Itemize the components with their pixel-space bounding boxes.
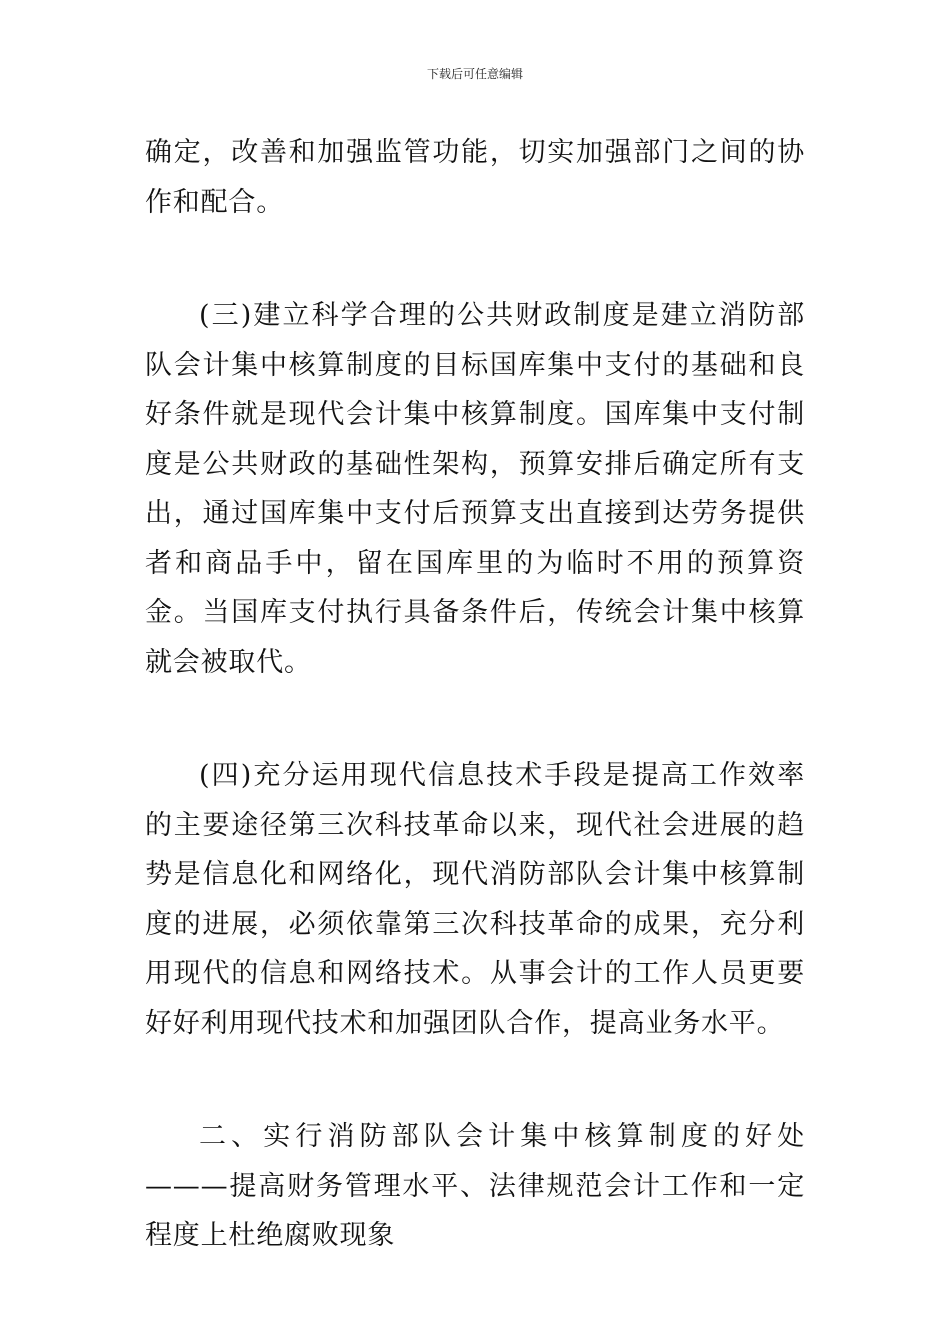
section-heading-2: 二、实行消防部队会计集中核算制度的好处———提高财务管理水平、法律规范会计工作和一定程度上杜绝腐败现象 (145, 1121, 805, 1251)
paragraph-section-4: (四)充分运用现代信息技术手段是提高工作效率的主要途径第三次科技革命以来，现代社会进展的趋势是信息化和网络化，现代消防部队会计集中核算制度的进展，必须依靠第三次科技革命的成果，充分利用现代的信息和网络技术。从事会计的工作人员更要好好利用现代技术和加强团队合作，提高业务水平。 (145, 760, 805, 1039)
paragraph-continuation: 确定，改善和加强监管功能，切实加强部门之间的协作和配合。 (145, 137, 805, 218)
paragraph-gap (145, 1048, 805, 1112)
paragraph-gap (145, 227, 805, 291)
paragraph-section-3: (三)建立科学合理的公共财政制度是建立消防部队会计集中核算制度的目标国库集中支付的基础和良好条件就是现代会计集中核算制度。国库集中支付制度是公共财政的基础性架构，预算安排后确定所有支出，通过国库集中支付后预算支出直接到达劳务提供者和商品手中，留在国库里的为临时不用的预算资金。当国库支付执行具备条件后，传统会计集中核算就会被取代。 (145, 300, 805, 678)
document-body (145, 128, 805, 1261)
paragraph-gap (145, 687, 805, 751)
page-header: 下载后可任意编辑 (426, 67, 523, 81)
